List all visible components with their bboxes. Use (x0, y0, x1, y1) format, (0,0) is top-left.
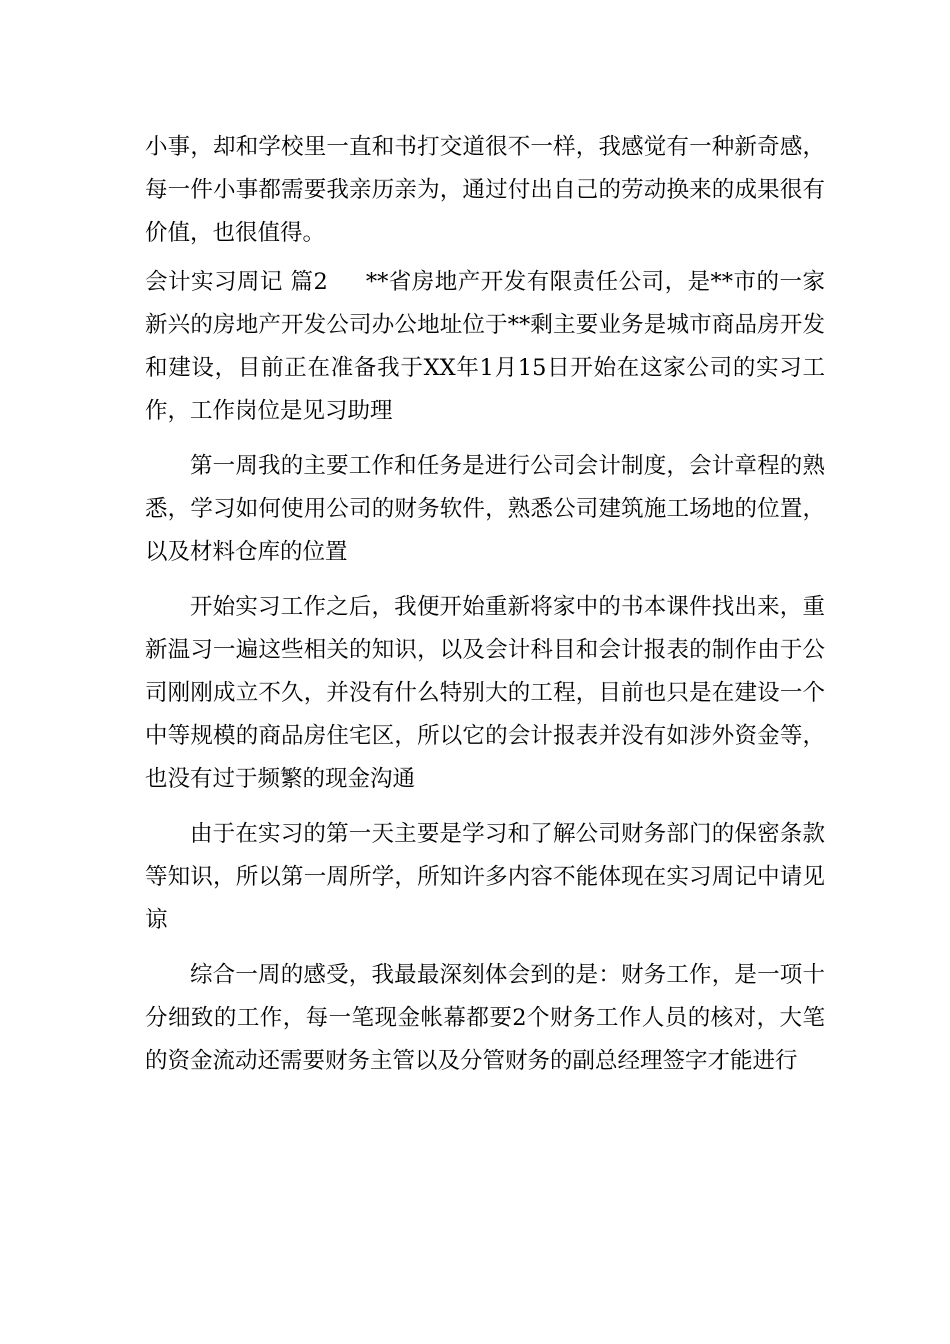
paragraph-text: 由于在实习的第一天主要是学习和了解公司财务部门的保密条款等知识，所以第一周所学，所知许多内容不能体现在实习周记中请见谅 (145, 821, 825, 933)
paragraph-text: **省房地产开发有限责任公司，是**市的一家新兴的房地产开发公司办公地址位于**剩主要业务是城市商品房开发和建设，目前正在准备我于XX年1月15日开始在这家公司的实习工作，工作岗位是见习助理 (145, 269, 825, 424)
paragraph-section-start (145, 261, 825, 433)
paragraph (145, 586, 825, 801)
paragraph-text: 开始实习工作之后，我便开始重新将家中的书本课件找出来，重新温习一遍这些相关的知识，以及会计科目和会计报表的制作由于公司刚刚成立不久，并没有什么特别大的工程，目前也只是在建设一个中等规模的商品房住宅区，所以它的会计报表并没有如涉外资金等，也没有过于频繁的现金沟通 (145, 594, 825, 792)
document-body (145, 126, 825, 1083)
paragraph-continuation (145, 126, 825, 255)
paragraph (145, 954, 825, 1083)
section-heading: 会计实习周记 篇2 (145, 269, 328, 295)
paragraph-text: 小事，却和学校里一直和书打交道很不一样，我感觉有一种新奇感，每一件小事都需要我亲历亲为，通过付出自己的劳动换来的成果很有价值，也很值得。 (145, 134, 825, 246)
paragraph (145, 445, 825, 574)
paragraph (145, 813, 825, 942)
paragraph-text: 综合一周的感受，我最最深刻体会到的是：财务工作，是一项十分细致的工作，每一笔现金帐幕都要2个财务工作人员的核对，大笔的资金流动还需要财务主管以及分管财务的副总经理签字才能进行 (145, 962, 825, 1074)
paragraph-text: 第一周我的主要工作和任务是进行公司会计制度，会计章程的熟悉，学习如何使用公司的财务软件，熟悉公司建筑施工场地的位置，以及材料仓库的位置 (145, 453, 825, 565)
